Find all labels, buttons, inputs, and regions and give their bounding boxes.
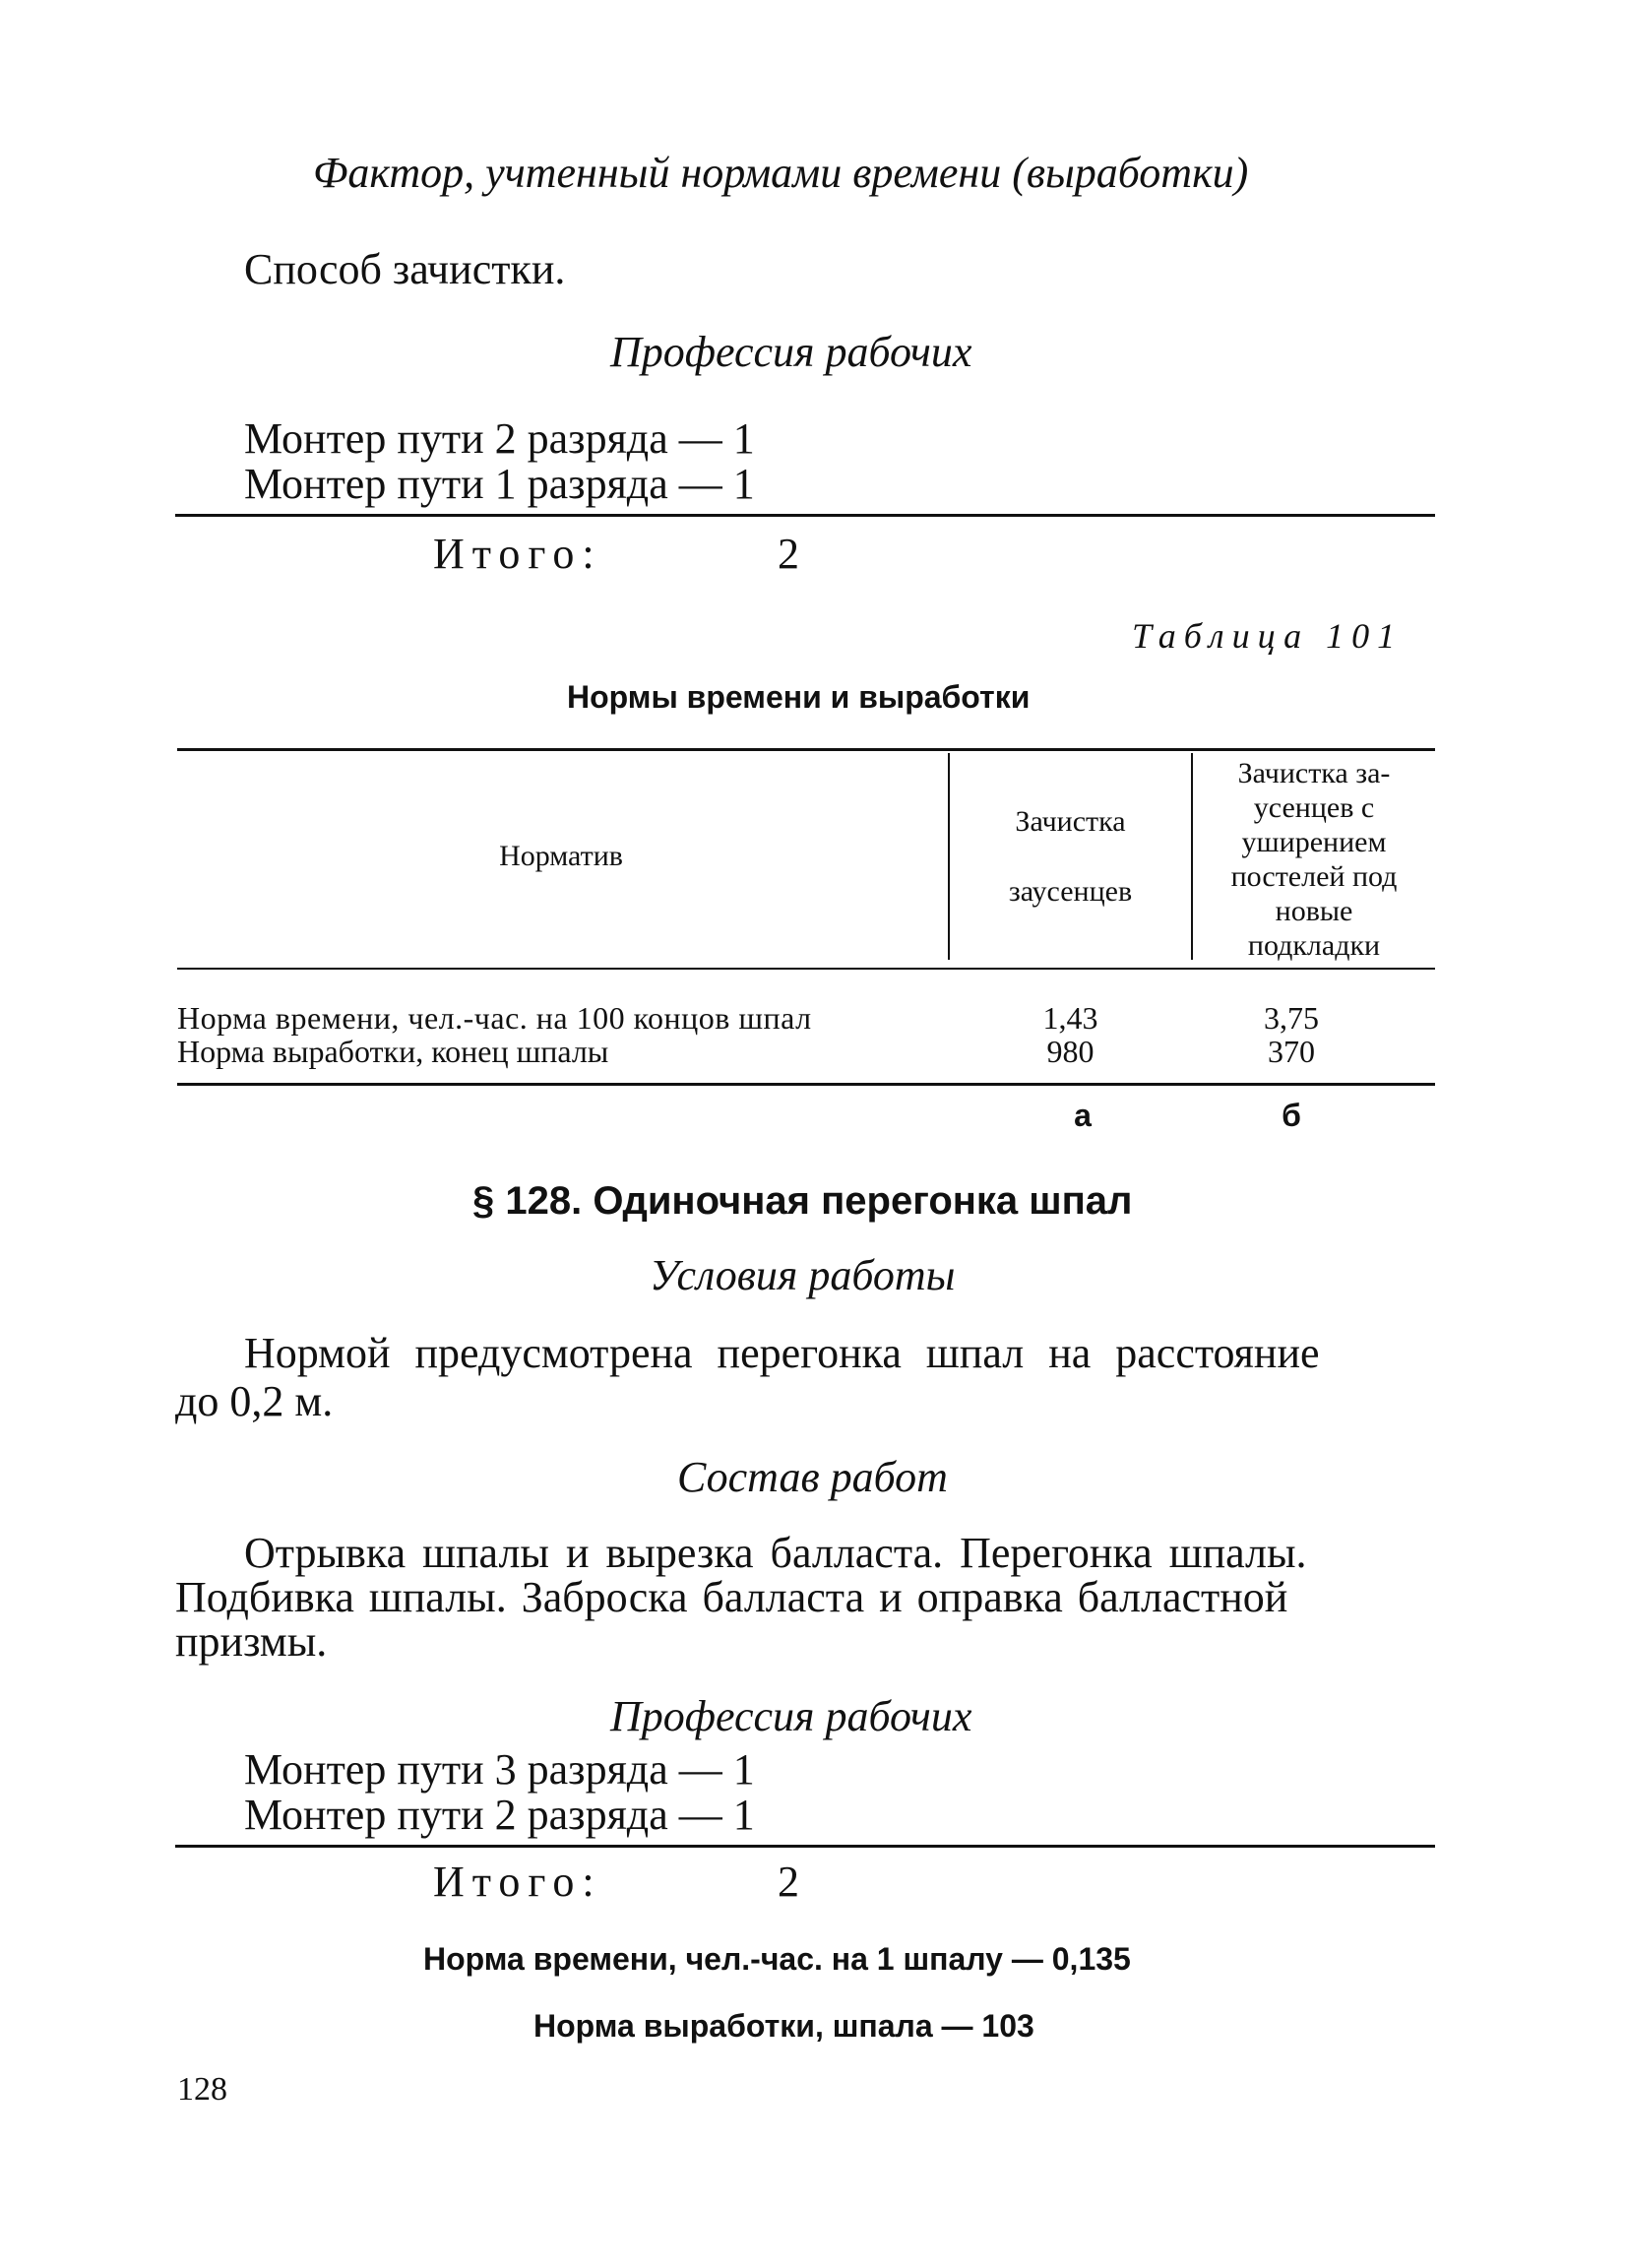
table-title: Нормы времени и выработки bbox=[567, 679, 1031, 715]
header-col-b-line: усенцев с bbox=[1253, 791, 1375, 824]
factor-heading: Фактор, учтенный нормами времени (выработки) bbox=[313, 149, 1249, 197]
divider bbox=[175, 514, 1435, 517]
composition-line: Отрывка шпалы и вырезка балласта. Перегонка шпалы. bbox=[244, 1529, 1307, 1577]
table-cell-a: 1,43 bbox=[1042, 1000, 1098, 1036]
header-col-b-line: постелей под bbox=[1230, 860, 1398, 893]
norm-time: Норма времени, чел.-час. на 1 шпалу — 0,135 bbox=[423, 1941, 1131, 1977]
page-number: 128 bbox=[177, 2071, 227, 2108]
method-text: Способ зачистки. bbox=[244, 245, 566, 293]
column-letter-a: а bbox=[1074, 1098, 1092, 1133]
table-cell-b: 3,75 bbox=[1264, 1000, 1319, 1036]
worker-line: Монтер пути 3 разряда — 1 bbox=[244, 1745, 755, 1794]
total-value: 2 bbox=[778, 1858, 799, 1906]
conditions-text-line1: Нормой предусмотрена перегонка шпал на расстояние bbox=[244, 1329, 1320, 1377]
table-label: Таблица 101 bbox=[1132, 616, 1404, 656]
table-cell-b: 370 bbox=[1268, 1034, 1315, 1069]
section-title: § 128. Одиночная перегонка шпал bbox=[472, 1179, 1133, 1223]
header-col-b-line: Зачистка за- bbox=[1237, 757, 1391, 789]
total-label: Итого: bbox=[433, 530, 602, 578]
table-bottom-rule bbox=[177, 1083, 1435, 1086]
profession-heading: Профессия рабочих bbox=[610, 1692, 972, 1740]
composition-line: Подбивка шпалы. Заброска балласта и оправка балластной bbox=[175, 1573, 1288, 1621]
table-row-label: Норма времени, чел.-час. на 100 концов шпал bbox=[177, 1000, 812, 1036]
header-normative: Норматив bbox=[499, 840, 623, 872]
table-cell-a: 980 bbox=[1046, 1034, 1095, 1069]
total-value: 2 bbox=[778, 530, 799, 578]
profession-heading: Профессия рабочих bbox=[610, 328, 972, 376]
composition-heading: Состав работ bbox=[677, 1453, 948, 1501]
table-col-divider bbox=[948, 753, 950, 960]
header-col-b-line: новые bbox=[1275, 895, 1353, 927]
table-header-rule bbox=[177, 968, 1435, 970]
divider bbox=[175, 1845, 1435, 1848]
worker-line: Монтер пути 2 разряда — 1 bbox=[244, 1791, 755, 1839]
column-letter-b: б bbox=[1282, 1098, 1301, 1133]
total-label: Итого: bbox=[433, 1858, 602, 1906]
worker-line: Монтер пути 1 разряда — 1 bbox=[244, 460, 755, 508]
header-col-b-line: уширением bbox=[1241, 826, 1387, 858]
header-col-a-line2: заусенцев bbox=[1008, 875, 1133, 908]
conditions-heading: Условия работы bbox=[650, 1251, 956, 1299]
header-col-b-line: подкладки bbox=[1247, 929, 1381, 962]
norm-output: Норма выработки, шпала — 103 bbox=[533, 2008, 1034, 2044]
table-row-label: Норма выработки, конец шпалы bbox=[177, 1034, 609, 1069]
header-col-a-line1: Зачистка bbox=[1015, 805, 1126, 838]
worker-line: Монтер пути 2 разряда — 1 bbox=[244, 414, 755, 463]
conditions-text-line2: до 0,2 м. bbox=[175, 1377, 334, 1425]
table-top-rule bbox=[177, 748, 1435, 751]
composition-line: призмы. bbox=[175, 1617, 328, 1666]
